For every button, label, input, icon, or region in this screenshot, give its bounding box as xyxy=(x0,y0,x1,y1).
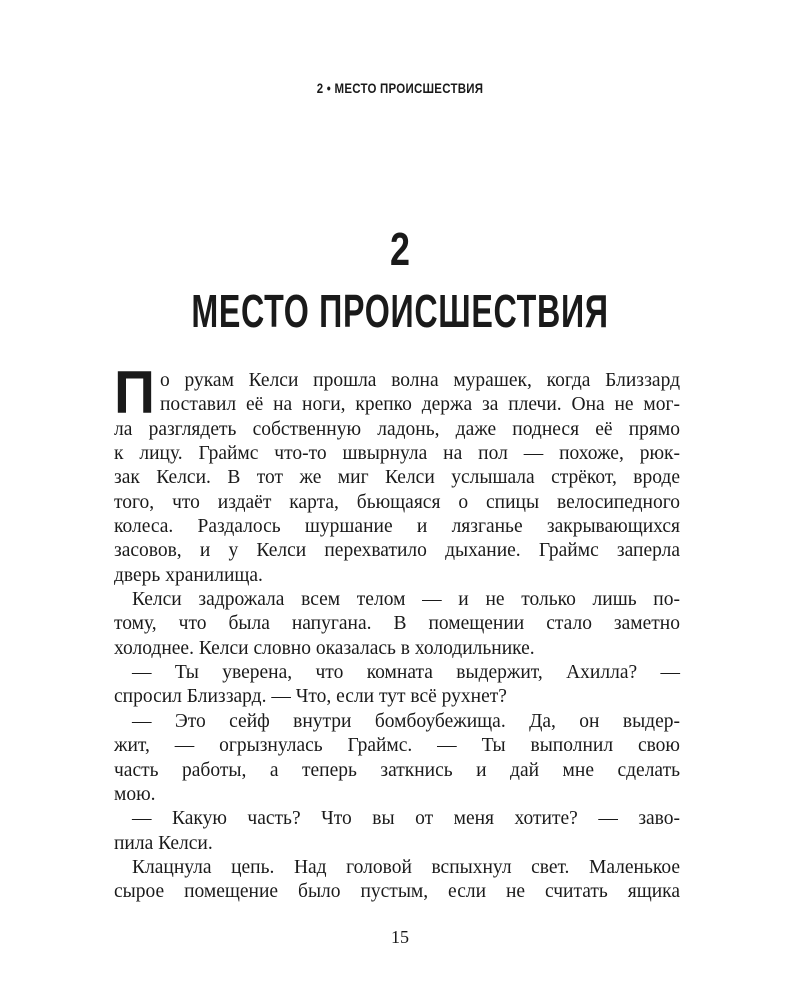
text-line: — Ты уверена, что комната выдержит, Ахилла? — xyxy=(132,662,680,684)
text-line: к лицу. Граймс что-то швырнула на пол — похоже, рюк- xyxy=(114,443,680,465)
text-line: Келси задрожала всем телом — и не только лишь по- xyxy=(132,589,680,611)
text-line: спросил Близзард. — Что, если тут всё рухнет? xyxy=(114,686,507,708)
text-line: сырое помещение было пустым, если не считать ящика xyxy=(114,881,680,903)
chapter-number: 2 xyxy=(390,223,410,275)
running-head: 2 • МЕСТО ПРОИСШЕСТВИЯ xyxy=(316,80,484,96)
body-text xyxy=(114,359,680,905)
text-line: холоднее. Келси словно оказалась в холодильнике. xyxy=(114,637,535,659)
text-line: засовов, и у Келси перехватило дыхание. Граймс заперла xyxy=(114,540,680,562)
text-line: — Какую часть? Что вы от меня хотите? — заво- xyxy=(132,808,680,830)
text-line: мою. xyxy=(114,783,156,805)
drop-cap: П xyxy=(114,359,155,426)
text-line: колеса. Раздалось шуршание и лязганье закрывающихся xyxy=(114,516,680,538)
text-line: — Это сейф внутри бомбоубежища. Да, он выдер- xyxy=(132,710,680,732)
text-line: ла разглядеть собственную ладонь, даже поднеся её прямо xyxy=(114,418,680,440)
page-number: 15 xyxy=(391,927,409,947)
text-line: дверь хранилища. xyxy=(114,564,263,586)
text-line: о рукам Келси прошла волна мурашек, когда Близзард xyxy=(160,370,680,391)
text-line: часть работы, а теперь заткнись и дай мне сделать xyxy=(114,759,680,781)
chapter-title: МЕСТО ПРОИСШЕСТВИЯ xyxy=(191,285,609,337)
text-line: жит, — огрызнулась Граймс. — Ты выполнил свою xyxy=(114,735,680,757)
text-line: зак Келси. В тот же миг Келси услышала стрёкот, вроде xyxy=(114,467,680,489)
text-line: пила Келси. xyxy=(114,832,213,854)
text-line: того, что издаёт карта, бьющаяся о спицы велосипедного xyxy=(114,491,680,513)
text-line: тому, что была напугана. В помещении стало заметно xyxy=(114,613,680,635)
text-line: поставил её на ноги, крепко держа за плечи. Она не мог- xyxy=(160,394,680,416)
text-line: Клацнула цепь. Над головой вспыхнул свет. Маленькое xyxy=(132,856,680,878)
